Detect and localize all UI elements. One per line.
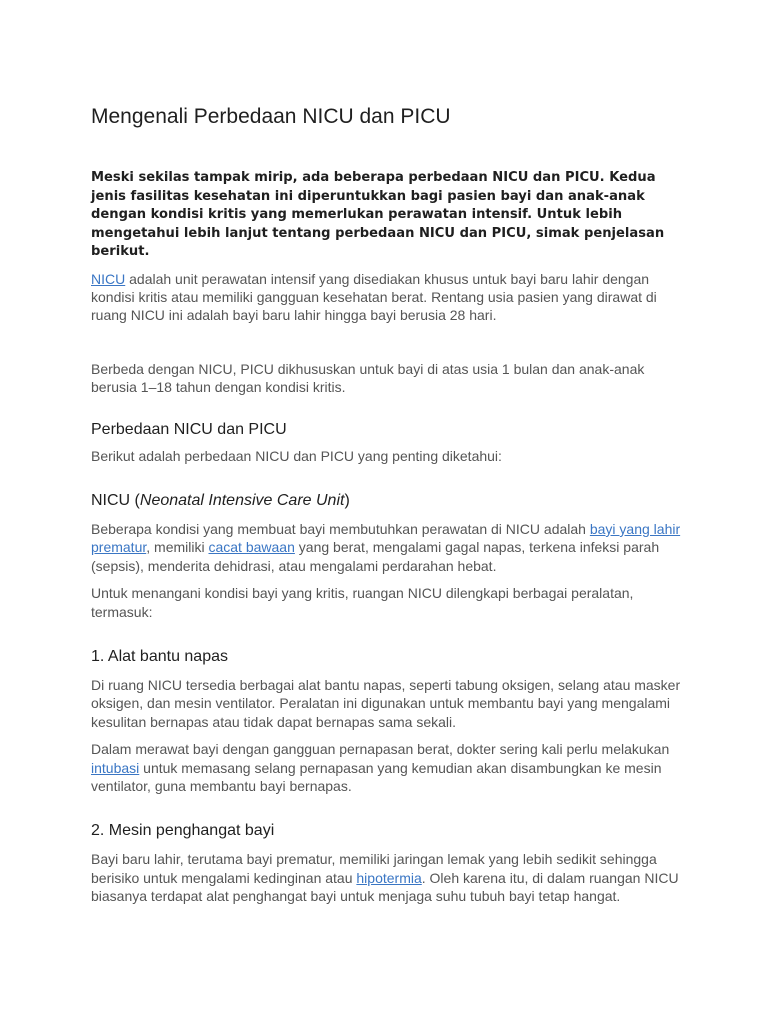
- link-bayi-prematur[interactable]: bayi yang lahir prematur: [91, 520, 681, 556]
- heading-nicu: NICU (Neonatal Intensive Care Unit): [91, 491, 350, 509]
- link-intubasi[interactable]: intubasi: [91, 759, 140, 776]
- link-nicu[interactable]: NICU: [91, 270, 126, 287]
- lead-paragraph: Meski sekilas tampak mirip, ada beberapa perbedaan NICU dan PICU. Kedua jenis fasilitas kesehatan ini diperuntukkan bagi pasien bayi dan anak-anak dengan kondisi kritis yang memerlukan perawatan intensif. Untuk lebih mengetahui lebih lanjut tentang perbedaan NICU dan PICU, simak penjelasan berikut.: [91, 170, 665, 259]
- paragraph-nicu-equipment: Untuk menangani kondisi bayi yang kritis, ruangan NICU dilengkapi berbagai peralatan, termasuk:: [91, 585, 634, 620]
- paragraph-mesin-penghangat: Bayi baru lahir, terutama bayi prematur, memiliki jaringan lemak yang lebih sedikit sehingga berisiko untuk mengalami kedinginan atau hipotermia. Oleh karena itu, di dalam ruangan NICU biasanya terdapat alat penghangat bayi untuk menjaga suhu tubuh bayi tetap hangat.: [91, 851, 679, 905]
- heading-perbedaan: Perbedaan NICU dan PICU: [91, 420, 287, 438]
- heading-mesin-penghangat: 2. Mesin penghangat bayi: [91, 822, 275, 840]
- heading-alat-bantu-napas: 1. Alat bantu napas: [91, 647, 228, 665]
- paragraph-alat-bantu-napas: Di ruang NICU tersedia berbagai alat bantu napas, seperti tabung oksigen, selang atau masker oksigen, dan mesin ventilator. Peralatan ini digunakan untuk membantu bayi yang mengalami kesulitan bernapas atau tidak dapat bernapas sama sekali.: [91, 676, 681, 730]
- link-cacat-bawaan[interactable]: cacat bawaan: [208, 539, 295, 556]
- paragraph-intro-list: Berikut adalah perbedaan NICU dan PICU yang penting diketahui:: [91, 447, 502, 464]
- link-hipotermia[interactable]: hipotermia: [356, 869, 422, 886]
- article: [91, 104, 691, 906]
- page-title: Mengenali Perbedaan NICU dan PICU: [91, 105, 451, 128]
- paragraph-picu-definition: Berbeda dengan NICU, PICU dikhususkan untuk bayi di atas usia 1 bulan dan anak-anak berusia 1–18 tahun dengan kondisi kritis.: [91, 360, 645, 396]
- paragraph-intubasi: Dalam merawat bayi dengan gangguan pernapasan berat, dokter sering kali perlu melakukan intubasi untuk memasang selang pernapasan yang kemudian akan disambungkan ke mesin ventilator, guna membantu bayi bernapas.: [91, 741, 670, 794]
- paragraph-nicu-definition: [91, 270, 691, 325]
- paragraph-nicu-conditions: Beberapa kondisi yang membuat bayi membutuhkan perawatan di NICU adalah bayi yang lahir prematur, memiliki cacat bawaan yang berat, mengalami gagal napas, terkena infeksi parah (sepsis), menderita dehidrasi, atau mengalami perdarahan hebat.: [91, 520, 681, 574]
- paragraph-text: adalah unit perawatan intensif yang disediakan khusus untuk bayi baru lahir dengan kondisi kritis atau memiliki gangguan kesehatan berat. Rentang usia pasien yang dirawat di ruang NICU ini adalah bayi baru lahir hingga bayi berusia 28 hari.: [91, 270, 657, 324]
